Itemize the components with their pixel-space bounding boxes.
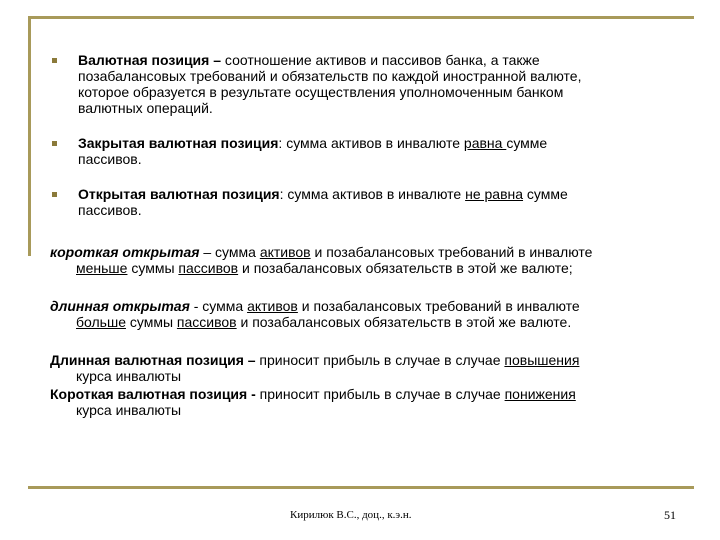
bullet-closed-position: Закрытая валютная позиция: сумма активов в инвалюте равна сумме пассивов. [48, 135, 678, 167]
bullet-square-icon [52, 58, 57, 63]
term-short-position: Короткая валютная позиция - [50, 386, 256, 402]
term-long-position: Длинная валютная позиция – [50, 352, 256, 368]
page-number: 51 [664, 508, 676, 522]
bullet-currency-position: Валютная позиция – соотношение активов и пассивов банка, а также позабалансовых требований и обязательств по каждой иностранной валюте, которое образуется в результате осуществления уполномоченным банком валютных операций. [48, 52, 678, 116]
frame-top-rule [28, 16, 694, 19]
bullet-open-position: Открытая валютная позиция: сумма активов в инвалюте не равна сумме пассивов. [48, 186, 678, 218]
paragraph-short-open: короткая открытая – сумма активов и позабалансовых требований в инвалюте меньше суммы пассивов и позабалансовых обязательств в этой же валюте; [50, 244, 593, 276]
bullet-square-icon [52, 141, 57, 146]
definition-bullets [48, 52, 678, 237]
footer-author: Кирилюк В.С., доц., к.э.н. [290, 509, 412, 521]
term-short-open: короткая открытая [50, 244, 200, 260]
bullet-square-icon [52, 192, 57, 197]
paragraph-short-position: Короткая валютная позиция - приносит прибыль в случае в случае понижения курса инвалюты [50, 386, 576, 418]
frame-bottom-rule [28, 486, 694, 489]
term-open-position: Открытая валютная позиция [78, 186, 280, 202]
paragraph-long-position: Длинная валютная позиция – приносит прибыль в случае в случае повышения курса инвалюты [50, 352, 580, 384]
term-long-open: длинная открытая [50, 298, 190, 314]
term-closed-position: Закрытая валютная позиция [78, 135, 279, 151]
paragraph-long-open: длинная открытая - сумма активов и позабалансовых требований в инвалюте больше суммы пассивов и позабалансовых обязательств в этой же валюте. [50, 298, 580, 330]
frame-left-rule [28, 16, 31, 256]
term-currency-position: Валютная позиция – [78, 52, 222, 68]
